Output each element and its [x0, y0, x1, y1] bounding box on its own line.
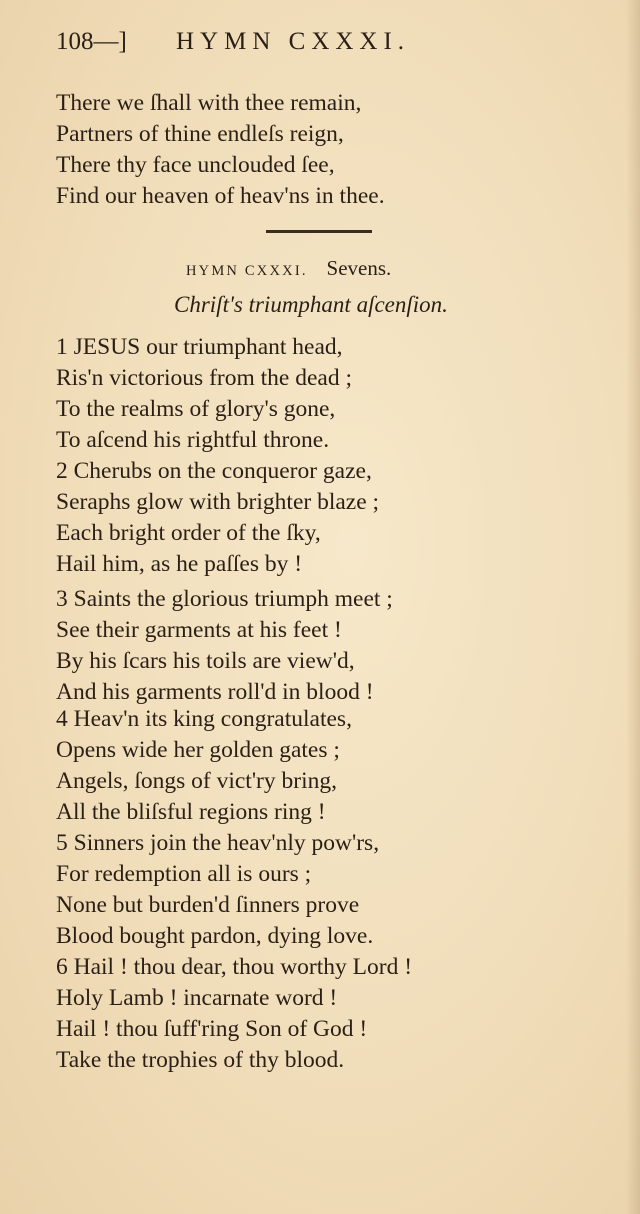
- stanza-5: [56, 828, 379, 952]
- stanza-6: [56, 952, 412, 1076]
- stanza-line: See their garments at his feet !: [56, 617, 342, 643]
- stanza-line: Hail him, as he paſſes by !: [56, 551, 303, 577]
- hymn-heading: [186, 256, 391, 281]
- stanza-line: Each bright order of the ſky,: [56, 520, 321, 546]
- verse-line: Partners of thine endleſs reign,: [56, 121, 344, 147]
- hymn-subtitle: Chriſt's triumphant aſcenſion.: [174, 292, 448, 317]
- stanza-line: Opens wide her golden gates ;: [56, 737, 340, 763]
- stanza-3: [56, 584, 393, 708]
- stanza-line: 4 Heav'n its king congratulates,: [56, 706, 352, 732]
- stanza-line: Hail ! thou ſuff'ring Son of God !: [56, 1016, 368, 1042]
- page-header: [56, 28, 486, 56]
- stanza-line: To aſcend his rightful throne.: [56, 427, 330, 453]
- stanza-line: Holy Lamb ! incarnate word !: [56, 985, 338, 1011]
- stanza-line: Blood bought pardon, dying love.: [56, 923, 374, 949]
- stanza-line: 1 JESUS our triumphant head,: [56, 334, 343, 360]
- stanza-1: [56, 332, 352, 456]
- stanza-2: [56, 456, 379, 580]
- stanza-line: For redemption all is ours ;: [56, 861, 312, 887]
- stanza-line: All the bliſsful regions ring !: [56, 799, 326, 825]
- verse-line: Find our heaven of heav'ns in thee.: [56, 183, 385, 209]
- stanza-line: 3 Saints the glorious triumph meet ;: [56, 586, 393, 612]
- verse-line: There we ſhall with thee remain,: [56, 90, 362, 116]
- section-divider: [266, 230, 372, 233]
- stanza-line: By his ſcars his toils are view'd,: [56, 648, 355, 674]
- stanza-4: [56, 704, 352, 828]
- running-title: HYMN CXXXI.: [176, 28, 411, 55]
- hymn-label: HYMN CXXXI.: [186, 263, 308, 279]
- stanza-line: Take the trophies of thy blood.: [56, 1047, 345, 1073]
- hymn-meter: Sevens.: [326, 256, 392, 280]
- stanza-line: And his garments roll'd in blood !: [56, 679, 374, 705]
- stanza-line: Ris'n victorious from the dead ;: [56, 365, 352, 391]
- stanza-line: 5 Sinners join the heav'nly pow'rs,: [56, 830, 380, 856]
- verse-line: There thy face unclouded ſee,: [56, 152, 335, 178]
- stanza-line: None but burden'd ſinners prove: [56, 892, 360, 918]
- stanza-line: 6 Hail ! thou dear, thou worthy Lord !: [56, 954, 413, 980]
- page-number: 108—]: [56, 28, 127, 55]
- stanza-line: To the realms of glory's gone,: [56, 396, 336, 422]
- stanza-line: Angels, ſongs of vict'ry bring,: [56, 768, 337, 794]
- stanza-line: 2 Cherubs on the conqueror gaze,: [56, 458, 372, 484]
- continued-verse: [56, 88, 385, 212]
- stanza-line: Seraphs glow with brighter blaze ;: [56, 489, 380, 515]
